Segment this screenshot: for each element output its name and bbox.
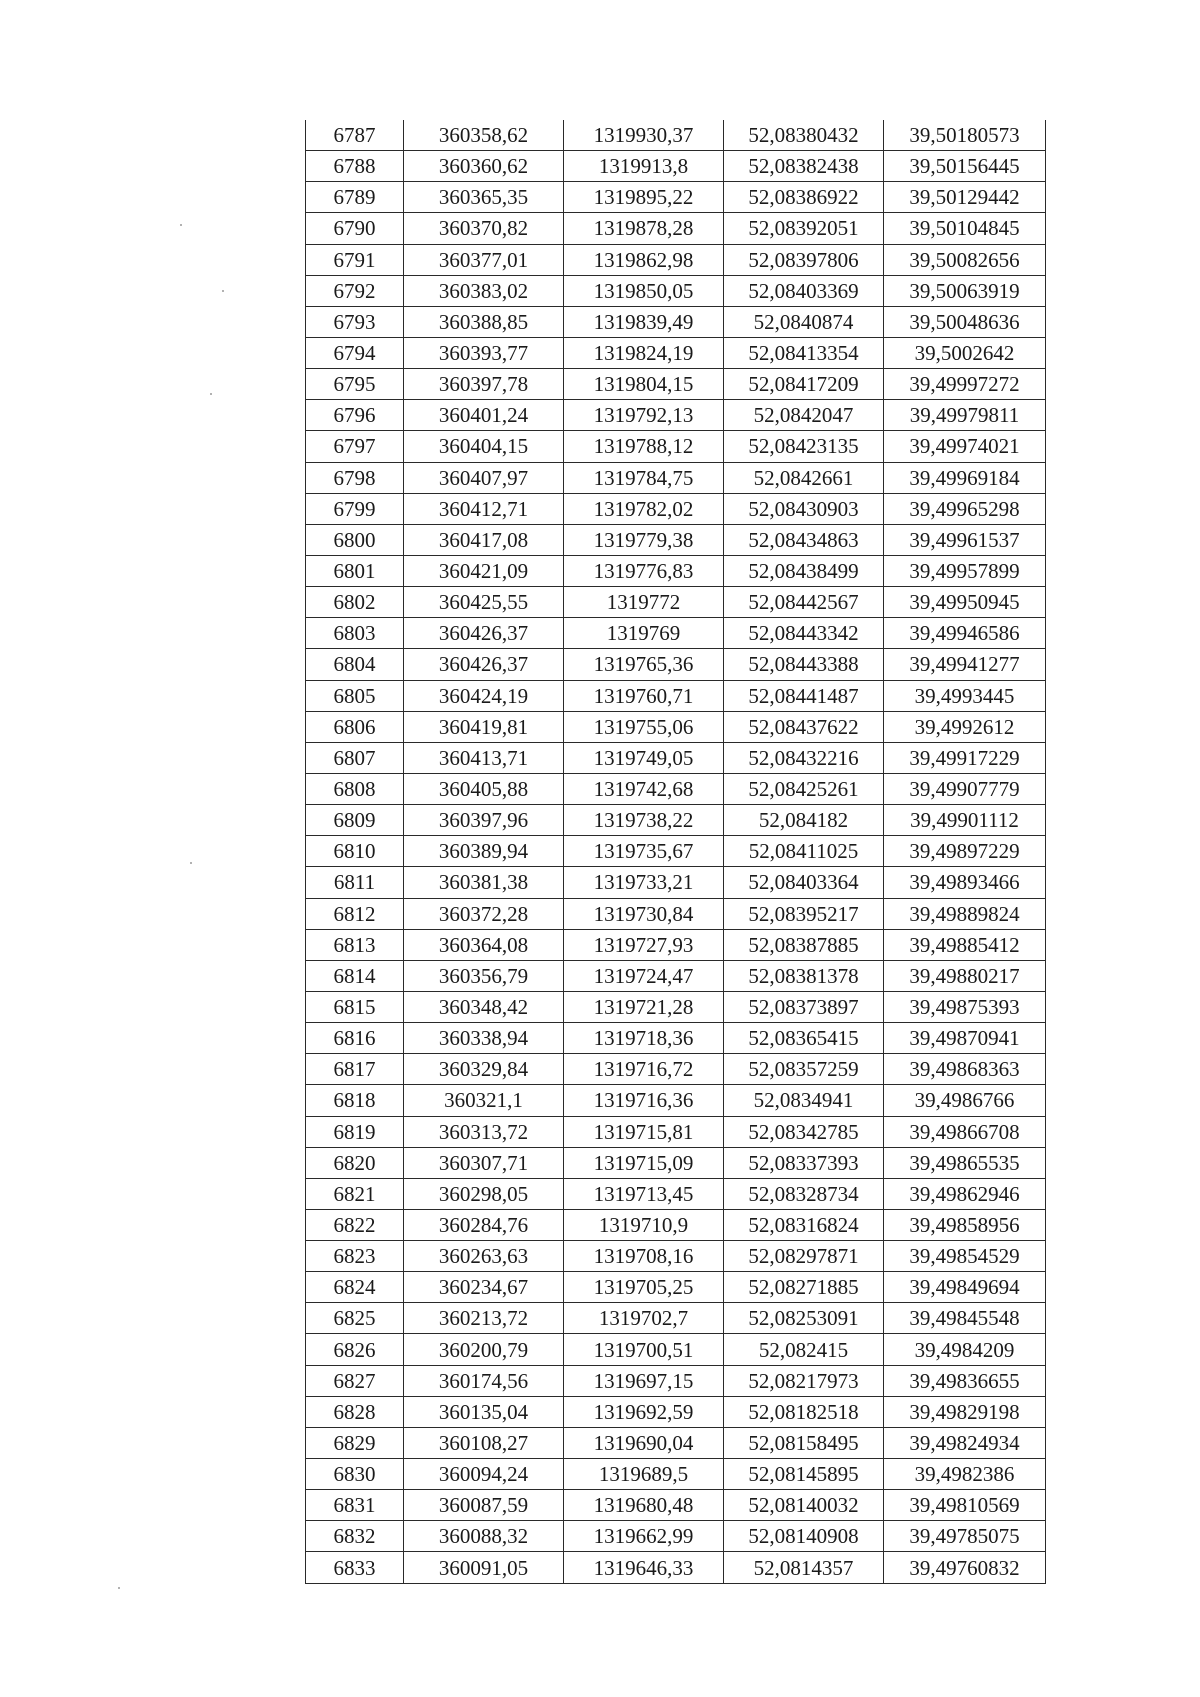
x-coordinate-cell: 360425,55 (404, 587, 564, 618)
point-number-cell: 6824 (306, 1272, 404, 1303)
latitude-cell: 52,08381378 (724, 960, 884, 991)
longitude-cell: 39,49865535 (884, 1147, 1046, 1178)
point-number-cell: 6831 (306, 1490, 404, 1521)
latitude-cell: 52,08392051 (724, 213, 884, 244)
longitude-cell: 39,49845548 (884, 1303, 1046, 1334)
table-row (306, 275, 1046, 306)
table-row (306, 1490, 1046, 1521)
table-row (306, 1427, 1046, 1458)
latitude-cell: 52,08438499 (724, 555, 884, 586)
latitude-cell: 52,08417209 (724, 369, 884, 400)
longitude-cell: 39,49810569 (884, 1490, 1046, 1521)
point-number-cell: 6815 (306, 991, 404, 1022)
y-coordinate-cell: 1319760,71 (564, 680, 724, 711)
latitude-cell: 52,08145895 (724, 1459, 884, 1490)
longitude-cell: 39,5002642 (884, 337, 1046, 368)
x-coordinate-cell: 360370,82 (404, 213, 564, 244)
x-coordinate-cell: 360405,88 (404, 773, 564, 804)
longitude-cell: 39,50129442 (884, 182, 1046, 213)
latitude-cell: 52,08411025 (724, 836, 884, 867)
y-coordinate-cell: 1319742,68 (564, 773, 724, 804)
x-coordinate-cell: 360413,71 (404, 742, 564, 773)
x-coordinate-cell: 360307,71 (404, 1147, 564, 1178)
table-row (306, 1459, 1046, 1490)
x-coordinate-cell: 360372,28 (404, 898, 564, 929)
latitude-cell: 52,08357259 (724, 1054, 884, 1085)
table-row (306, 711, 1046, 742)
longitude-cell: 39,49961537 (884, 524, 1046, 555)
y-coordinate-cell: 1319804,15 (564, 369, 724, 400)
table-row (306, 1552, 1046, 1583)
x-coordinate-cell: 360321,1 (404, 1085, 564, 1116)
y-coordinate-cell: 1319913,8 (564, 151, 724, 182)
latitude-cell: 52,0842661 (724, 462, 884, 493)
point-number-cell: 6809 (306, 805, 404, 836)
point-number-cell: 6817 (306, 1054, 404, 1085)
point-number-cell: 6787 (306, 120, 404, 151)
latitude-cell: 52,08386922 (724, 182, 884, 213)
point-number-cell: 6812 (306, 898, 404, 929)
table-row (306, 618, 1046, 649)
x-coordinate-cell: 360401,24 (404, 400, 564, 431)
y-coordinate-cell: 1319718,36 (564, 1023, 724, 1054)
y-coordinate-cell: 1319727,93 (564, 929, 724, 960)
point-number-cell: 6800 (306, 524, 404, 555)
longitude-cell: 39,49824934 (884, 1427, 1046, 1458)
table-row (306, 1334, 1046, 1365)
table-row (306, 960, 1046, 991)
point-number-cell: 6804 (306, 649, 404, 680)
x-coordinate-cell: 360091,05 (404, 1552, 564, 1583)
x-coordinate-cell: 360397,96 (404, 805, 564, 836)
point-number-cell: 6832 (306, 1521, 404, 1552)
x-coordinate-cell: 360174,56 (404, 1365, 564, 1396)
y-coordinate-cell: 1319702,7 (564, 1303, 724, 1334)
y-coordinate-cell: 1319749,05 (564, 742, 724, 773)
latitude-cell: 52,08271885 (724, 1272, 884, 1303)
longitude-cell: 39,49836655 (884, 1365, 1046, 1396)
longitude-cell: 39,49760832 (884, 1552, 1046, 1583)
point-number-cell: 6796 (306, 400, 404, 431)
point-number-cell: 6822 (306, 1209, 404, 1240)
longitude-cell: 39,49957899 (884, 555, 1046, 586)
latitude-cell: 52,08397806 (724, 244, 884, 275)
longitude-cell: 39,49875393 (884, 991, 1046, 1022)
longitude-cell: 39,49997272 (884, 369, 1046, 400)
x-coordinate-cell: 360338,94 (404, 1023, 564, 1054)
point-number-cell: 6805 (306, 680, 404, 711)
x-coordinate-cell: 360360,62 (404, 151, 564, 182)
latitude-cell: 52,08442567 (724, 587, 884, 618)
table-row (306, 462, 1046, 493)
longitude-cell: 39,50082656 (884, 244, 1046, 275)
latitude-cell: 52,08328734 (724, 1178, 884, 1209)
table-row (306, 649, 1046, 680)
scan-speck (118, 1587, 120, 1589)
x-coordinate-cell: 360329,84 (404, 1054, 564, 1085)
point-number-cell: 6792 (306, 275, 404, 306)
latitude-cell: 52,08434863 (724, 524, 884, 555)
y-coordinate-cell: 1319716,36 (564, 1085, 724, 1116)
point-number-cell: 6810 (306, 836, 404, 867)
table-row (306, 213, 1046, 244)
latitude-cell: 52,08342785 (724, 1116, 884, 1147)
latitude-cell: 52,08395217 (724, 898, 884, 929)
y-coordinate-cell: 1319792,13 (564, 400, 724, 431)
longitude-cell: 39,49907779 (884, 773, 1046, 804)
latitude-cell: 52,08441487 (724, 680, 884, 711)
latitude-cell: 52,08423135 (724, 431, 884, 462)
table-row (306, 1521, 1046, 1552)
table-row (306, 1178, 1046, 1209)
x-coordinate-cell: 360417,08 (404, 524, 564, 555)
x-coordinate-cell: 360412,71 (404, 493, 564, 524)
x-coordinate-cell: 360088,32 (404, 1521, 564, 1552)
longitude-cell: 39,50156445 (884, 151, 1046, 182)
longitude-cell: 39,50180573 (884, 120, 1046, 151)
longitude-cell: 39,50063919 (884, 275, 1046, 306)
point-number-cell: 6820 (306, 1147, 404, 1178)
latitude-cell: 52,0834941 (724, 1085, 884, 1116)
point-number-cell: 6797 (306, 431, 404, 462)
longitude-cell: 39,49969184 (884, 462, 1046, 493)
y-coordinate-cell: 1319824,19 (564, 337, 724, 368)
latitude-cell: 52,08443388 (724, 649, 884, 680)
point-number-cell: 6795 (306, 369, 404, 400)
y-coordinate-cell: 1319715,81 (564, 1116, 724, 1147)
scan-speck (210, 393, 212, 395)
point-number-cell: 6830 (306, 1459, 404, 1490)
table-row (306, 929, 1046, 960)
latitude-cell: 52,08403364 (724, 867, 884, 898)
longitude-cell: 39,4982386 (884, 1459, 1046, 1490)
y-coordinate-cell: 1319839,49 (564, 306, 724, 337)
x-coordinate-cell: 360419,81 (404, 711, 564, 742)
table-row (306, 1023, 1046, 1054)
x-coordinate-cell: 360426,37 (404, 618, 564, 649)
x-coordinate-cell: 360108,27 (404, 1427, 564, 1458)
table-row (306, 120, 1046, 151)
longitude-cell: 39,49946586 (884, 618, 1046, 649)
y-coordinate-cell: 1319713,45 (564, 1178, 724, 1209)
latitude-cell: 52,0842047 (724, 400, 884, 431)
coordinates-table-body (306, 120, 1046, 1583)
y-coordinate-cell: 1319715,09 (564, 1147, 724, 1178)
y-coordinate-cell: 1319716,72 (564, 1054, 724, 1085)
table-row (306, 898, 1046, 929)
y-coordinate-cell: 1319755,06 (564, 711, 724, 742)
x-coordinate-cell: 360358,62 (404, 120, 564, 151)
table-row (306, 867, 1046, 898)
y-coordinate-cell: 1319850,05 (564, 275, 724, 306)
latitude-cell: 52,0814357 (724, 1552, 884, 1583)
point-number-cell: 6833 (306, 1552, 404, 1583)
latitude-cell: 52,08158495 (724, 1427, 884, 1458)
longitude-cell: 39,49868363 (884, 1054, 1046, 1085)
point-number-cell: 6813 (306, 929, 404, 960)
x-coordinate-cell: 360094,24 (404, 1459, 564, 1490)
point-number-cell: 6790 (306, 213, 404, 244)
y-coordinate-cell: 1319862,98 (564, 244, 724, 275)
point-number-cell: 6794 (306, 337, 404, 368)
longitude-cell: 39,49849694 (884, 1272, 1046, 1303)
x-coordinate-cell: 360404,15 (404, 431, 564, 462)
table-row (306, 337, 1046, 368)
table-row (306, 742, 1046, 773)
table-row (306, 1365, 1046, 1396)
table-row (306, 805, 1046, 836)
x-coordinate-cell: 360263,63 (404, 1241, 564, 1272)
longitude-cell: 39,4993445 (884, 680, 1046, 711)
latitude-cell: 52,08403369 (724, 275, 884, 306)
point-number-cell: 6799 (306, 493, 404, 524)
longitude-cell: 39,49901112 (884, 805, 1046, 836)
longitude-cell: 39,49950945 (884, 587, 1046, 618)
latitude-cell: 52,0840874 (724, 306, 884, 337)
scan-speck (180, 224, 182, 226)
point-number-cell: 6819 (306, 1116, 404, 1147)
x-coordinate-cell: 360284,76 (404, 1209, 564, 1240)
longitude-cell: 39,49917229 (884, 742, 1046, 773)
table-row (306, 369, 1046, 400)
table-row (306, 836, 1046, 867)
table-row (306, 991, 1046, 1022)
table-row (306, 1209, 1046, 1240)
table-row (306, 555, 1046, 586)
table-row (306, 1116, 1046, 1147)
table-row (306, 524, 1046, 555)
table-row (306, 400, 1046, 431)
longitude-cell: 39,49965298 (884, 493, 1046, 524)
point-number-cell: 6829 (306, 1427, 404, 1458)
y-coordinate-cell: 1319779,38 (564, 524, 724, 555)
point-number-cell: 6788 (306, 151, 404, 182)
y-coordinate-cell: 1319738,22 (564, 805, 724, 836)
longitude-cell: 39,49880217 (884, 960, 1046, 991)
x-coordinate-cell: 360377,01 (404, 244, 564, 275)
scan-speck (190, 862, 192, 864)
table-row (306, 1303, 1046, 1334)
y-coordinate-cell: 1319708,16 (564, 1241, 724, 1272)
table-row (306, 773, 1046, 804)
latitude-cell: 52,08432216 (724, 742, 884, 773)
y-coordinate-cell: 1319930,37 (564, 120, 724, 151)
x-coordinate-cell: 360313,72 (404, 1116, 564, 1147)
x-coordinate-cell: 360388,85 (404, 306, 564, 337)
point-number-cell: 6802 (306, 587, 404, 618)
latitude-cell: 52,08297871 (724, 1241, 884, 1272)
table-row (306, 182, 1046, 213)
longitude-cell: 39,4984209 (884, 1334, 1046, 1365)
table-row (306, 1272, 1046, 1303)
x-coordinate-cell: 360348,42 (404, 991, 564, 1022)
scan-speck (222, 290, 224, 292)
latitude-cell: 52,08365415 (724, 1023, 884, 1054)
y-coordinate-cell: 1319721,28 (564, 991, 724, 1022)
y-coordinate-cell: 1319788,12 (564, 431, 724, 462)
y-coordinate-cell: 1319710,9 (564, 1209, 724, 1240)
point-number-cell: 6811 (306, 867, 404, 898)
y-coordinate-cell: 1319662,99 (564, 1521, 724, 1552)
y-coordinate-cell: 1319724,47 (564, 960, 724, 991)
point-number-cell: 6808 (306, 773, 404, 804)
y-coordinate-cell: 1319700,51 (564, 1334, 724, 1365)
latitude-cell: 52,08217973 (724, 1365, 884, 1396)
point-number-cell: 6803 (306, 618, 404, 649)
longitude-cell: 39,49974021 (884, 431, 1046, 462)
x-coordinate-cell: 360298,05 (404, 1178, 564, 1209)
latitude-cell: 52,08437622 (724, 711, 884, 742)
latitude-cell: 52,08387885 (724, 929, 884, 960)
point-number-cell: 6807 (306, 742, 404, 773)
y-coordinate-cell: 1319765,36 (564, 649, 724, 680)
table-row (306, 1241, 1046, 1272)
latitude-cell: 52,08430903 (724, 493, 884, 524)
coordinates-table (305, 120, 1046, 1584)
x-coordinate-cell: 360424,19 (404, 680, 564, 711)
longitude-cell: 39,50104845 (884, 213, 1046, 244)
y-coordinate-cell: 1319733,21 (564, 867, 724, 898)
longitude-cell: 39,49829198 (884, 1396, 1046, 1427)
x-coordinate-cell: 360234,67 (404, 1272, 564, 1303)
table-row (306, 1396, 1046, 1427)
y-coordinate-cell: 1319895,22 (564, 182, 724, 213)
y-coordinate-cell: 1319705,25 (564, 1272, 724, 1303)
latitude-cell: 52,08382438 (724, 151, 884, 182)
y-coordinate-cell: 1319782,02 (564, 493, 724, 524)
x-coordinate-cell: 360087,59 (404, 1490, 564, 1521)
latitude-cell: 52,08140032 (724, 1490, 884, 1521)
y-coordinate-cell: 1319690,04 (564, 1427, 724, 1458)
latitude-cell: 52,08140908 (724, 1521, 884, 1552)
point-number-cell: 6791 (306, 244, 404, 275)
y-coordinate-cell: 1319689,5 (564, 1459, 724, 1490)
x-coordinate-cell: 360381,38 (404, 867, 564, 898)
table-row (306, 1085, 1046, 1116)
longitude-cell: 39,49979811 (884, 400, 1046, 431)
longitude-cell: 39,4986766 (884, 1085, 1046, 1116)
longitude-cell: 39,49893466 (884, 867, 1046, 898)
y-coordinate-cell: 1319776,83 (564, 555, 724, 586)
x-coordinate-cell: 360356,79 (404, 960, 564, 991)
longitude-cell: 39,4992612 (884, 711, 1046, 742)
latitude-cell: 52,08380432 (724, 120, 884, 151)
latitude-cell: 52,08182518 (724, 1396, 884, 1427)
y-coordinate-cell: 1319784,75 (564, 462, 724, 493)
point-number-cell: 6828 (306, 1396, 404, 1427)
latitude-cell: 52,08425261 (724, 773, 884, 804)
longitude-cell: 39,49897229 (884, 836, 1046, 867)
longitude-cell: 39,49858956 (884, 1209, 1046, 1240)
table-row (306, 151, 1046, 182)
y-coordinate-cell: 1319772 (564, 587, 724, 618)
y-coordinate-cell: 1319735,67 (564, 836, 724, 867)
point-number-cell: 6816 (306, 1023, 404, 1054)
x-coordinate-cell: 360393,77 (404, 337, 564, 368)
table-row (306, 244, 1046, 275)
y-coordinate-cell: 1319697,15 (564, 1365, 724, 1396)
latitude-cell: 52,08373897 (724, 991, 884, 1022)
table-row (306, 306, 1046, 337)
x-coordinate-cell: 360407,97 (404, 462, 564, 493)
longitude-cell: 39,49941277 (884, 649, 1046, 680)
point-number-cell: 6821 (306, 1178, 404, 1209)
longitude-cell: 39,49885412 (884, 929, 1046, 960)
latitude-cell: 52,082415 (724, 1334, 884, 1365)
table-row (306, 431, 1046, 462)
table-row (306, 1147, 1046, 1178)
latitude-cell: 52,08443342 (724, 618, 884, 649)
longitude-cell: 39,49862946 (884, 1178, 1046, 1209)
point-number-cell: 6789 (306, 182, 404, 213)
longitude-cell: 39,49785075 (884, 1521, 1046, 1552)
latitude-cell: 52,08413354 (724, 337, 884, 368)
x-coordinate-cell: 360426,37 (404, 649, 564, 680)
x-coordinate-cell: 360364,08 (404, 929, 564, 960)
table-row (306, 1054, 1046, 1085)
point-number-cell: 6826 (306, 1334, 404, 1365)
longitude-cell: 39,49889824 (884, 898, 1046, 929)
x-coordinate-cell: 360365,35 (404, 182, 564, 213)
x-coordinate-cell: 360421,09 (404, 555, 564, 586)
latitude-cell: 52,084182 (724, 805, 884, 836)
x-coordinate-cell: 360383,02 (404, 275, 564, 306)
x-coordinate-cell: 360213,72 (404, 1303, 564, 1334)
y-coordinate-cell: 1319769 (564, 618, 724, 649)
table-row (306, 680, 1046, 711)
y-coordinate-cell: 1319680,48 (564, 1490, 724, 1521)
x-coordinate-cell: 360389,94 (404, 836, 564, 867)
x-coordinate-cell: 360135,04 (404, 1396, 564, 1427)
y-coordinate-cell: 1319646,33 (564, 1552, 724, 1583)
point-number-cell: 6823 (306, 1241, 404, 1272)
y-coordinate-cell: 1319730,84 (564, 898, 724, 929)
point-number-cell: 6825 (306, 1303, 404, 1334)
longitude-cell: 39,49866708 (884, 1116, 1046, 1147)
longitude-cell: 39,49870941 (884, 1023, 1046, 1054)
latitude-cell: 52,08337393 (724, 1147, 884, 1178)
latitude-cell: 52,08316824 (724, 1209, 884, 1240)
x-coordinate-cell: 360200,79 (404, 1334, 564, 1365)
latitude-cell: 52,08253091 (724, 1303, 884, 1334)
y-coordinate-cell: 1319878,28 (564, 213, 724, 244)
point-number-cell: 6801 (306, 555, 404, 586)
point-number-cell: 6827 (306, 1365, 404, 1396)
longitude-cell: 39,50048636 (884, 306, 1046, 337)
x-coordinate-cell: 360397,78 (404, 369, 564, 400)
y-coordinate-cell: 1319692,59 (564, 1396, 724, 1427)
longitude-cell: 39,49854529 (884, 1241, 1046, 1272)
point-number-cell: 6806 (306, 711, 404, 742)
point-number-cell: 6814 (306, 960, 404, 991)
point-number-cell: 6818 (306, 1085, 404, 1116)
table-row (306, 493, 1046, 524)
table-row (306, 587, 1046, 618)
point-number-cell: 6798 (306, 462, 404, 493)
point-number-cell: 6793 (306, 306, 404, 337)
